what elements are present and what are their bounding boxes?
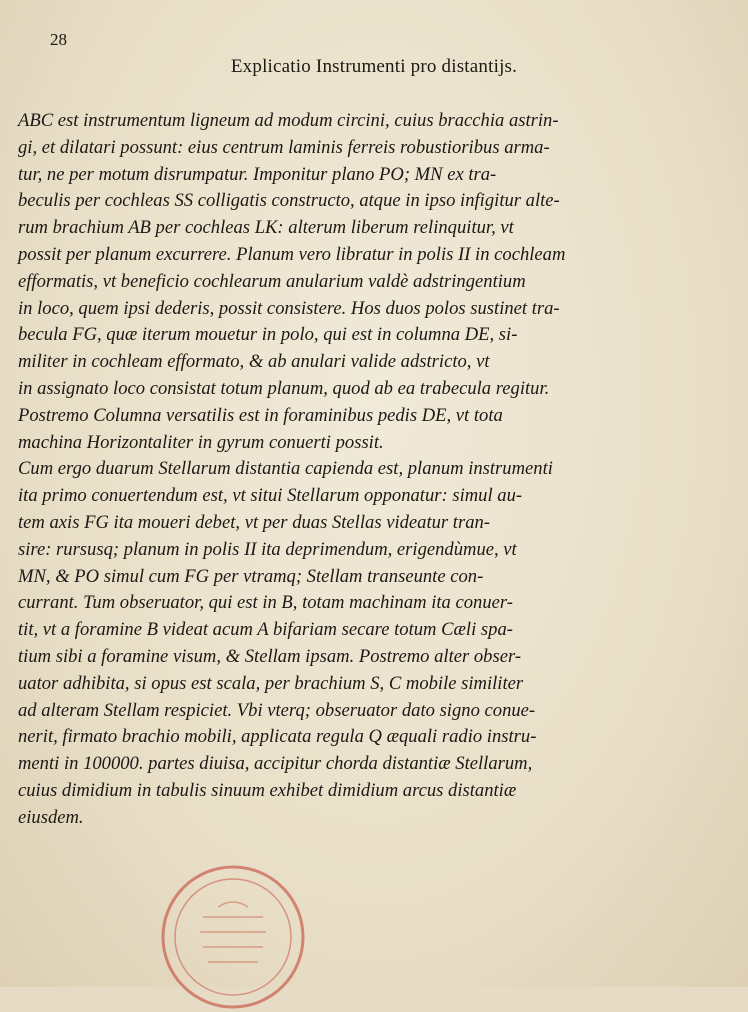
text-line: in loco, quem ipsi dederis, possit consistere. Hos duos polos sustinet tra- bbox=[18, 297, 560, 319]
text-line: sire: rursusq; planum in polis II ita deprimendum, erigendùmue, vt bbox=[18, 538, 517, 560]
text-line: currant. Tum obseruator, qui est in B, totam machinam ita conuer- bbox=[18, 592, 513, 614]
text-line: MN, & PO simul cum FG per vtramq; Stellam transeunte con- bbox=[18, 565, 484, 587]
page-title: Explicatio Instrumenti pro distantijs. bbox=[230, 56, 518, 77]
text-line: ABC est instrumentum ligneum ad modum circini, cuius bracchia astrin- bbox=[18, 110, 559, 131]
body-text bbox=[18, 108, 694, 832]
text-line: uator adhibita, si opus est scala, per brachium S, C mobile similiter bbox=[18, 672, 524, 694]
text-line: eiusdem. bbox=[18, 806, 84, 828]
text-line: beculis per cochleas SS colligatis constructo, atque in ipso infigitur alte- bbox=[18, 190, 560, 212]
text-line: menti in 100000. partes diuisa, accipitur chorda distantiæ Stellarum, bbox=[18, 753, 533, 775]
text-line: tem axis FG ita moueri debet, vt per duas Stellas videatur tran- bbox=[18, 511, 490, 533]
text-line: nerit, firmato brachio mobili, applicata regula Q æquali radio instru- bbox=[18, 726, 537, 748]
library-stamp bbox=[158, 862, 308, 1012]
text-line: becula FG, quæ iterum mouetur in polo, qui est in columna DE, si- bbox=[18, 324, 518, 346]
text-line: Postremo Columna versatilis est in foraminibus pedis DE, vt tota bbox=[18, 404, 503, 426]
text-line: in assignato loco consistat totum planum, quod ab ea trabecula regitur. bbox=[18, 377, 550, 399]
text-line: rum brachium AB per cochleas LK: alterum liberum relinquitur, vt bbox=[18, 217, 514, 239]
text-line: possit per planum excurrere. Planum vero libratur in polis II in cochleam bbox=[18, 243, 566, 265]
text-line: militer in cochleam efformato, & ab anulari valide adstricto, vt bbox=[18, 351, 490, 373]
text-line: efformatis, vt beneficio cochlearum anularium valdè adstringentium bbox=[18, 270, 526, 292]
text-line: tur, ne per motum disrumpatur. Imponitur plano PO; MN ex tra- bbox=[18, 163, 497, 185]
paragraph bbox=[18, 108, 694, 456]
paragraph bbox=[18, 456, 694, 831]
text-line: gi, et dilatari possunt: eius centrum laminis ferreis robustioribus arma- bbox=[18, 136, 550, 158]
text-line: cuius dimidium in tabulis sinuum exhibet dimidium arcus distantiæ bbox=[18, 779, 517, 801]
page-number: 28 bbox=[50, 30, 67, 49]
text-line: ita primo conuertendum est, vt situi Stellarum opponatur: simul au- bbox=[18, 485, 523, 507]
text-line: tit, vt a foramine B videat acum A bifariam secare totum Cæli spa- bbox=[18, 619, 513, 641]
text-line: tium sibi a foramine visum, & Stellam ipsam. Postremo alter obser- bbox=[18, 645, 522, 667]
text-line: Cum ergo duarum Stellarum distantia capienda est, planum instrumenti bbox=[18, 458, 553, 480]
text-line: machina Horizontaliter in gyrum conuerti possit. bbox=[18, 431, 384, 453]
text-line: ad alteram Stellam respiciet. Vbi vterq; obseruator dato signo conue- bbox=[18, 699, 536, 721]
